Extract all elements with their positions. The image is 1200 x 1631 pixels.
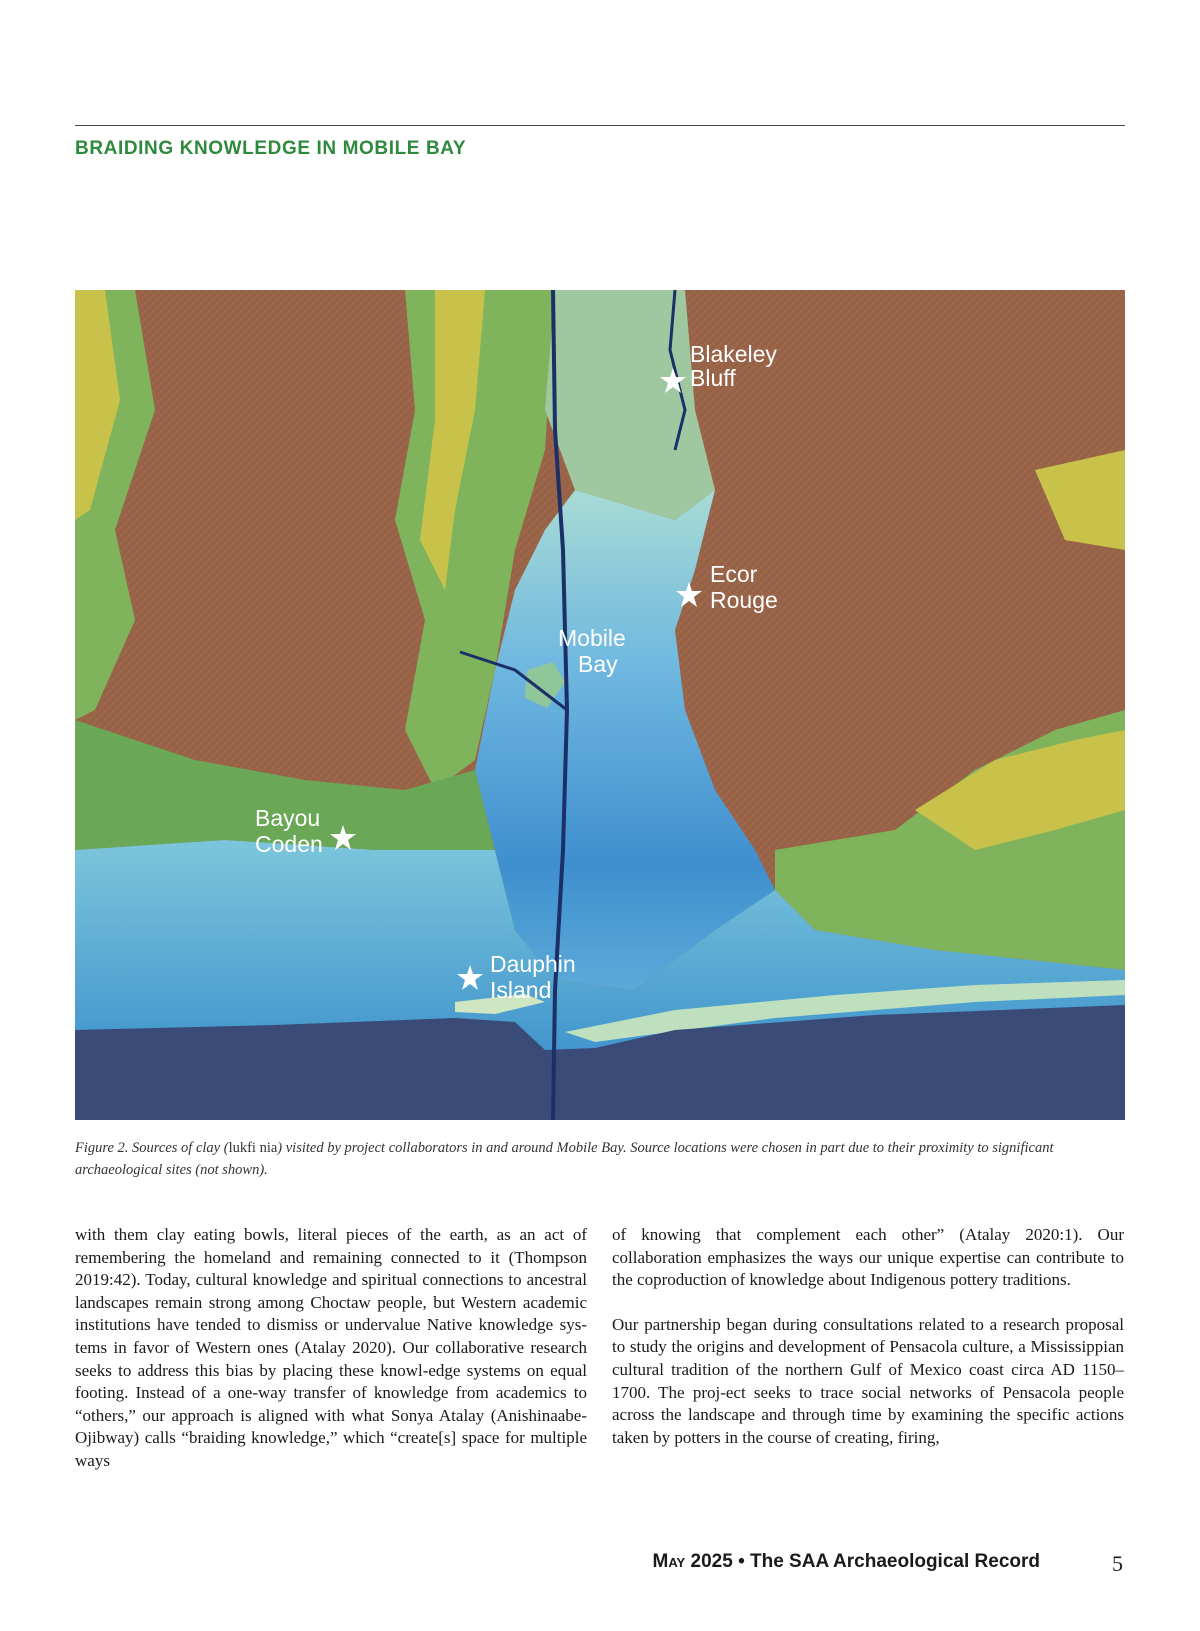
body-paragraph-left: with them clay eating bowls, literal pieces of the earth, as an act of remembering the homeland and remaining connected to it (Thompson 2019:42). Today, cultural knowledge and spiritual connections to ancestral landscapes remain strong among Choctaw people, but Western academic institutions have tended to dismiss or undervalue Native knowledge sys-tems in favor of Western ones (Atalay 2020). Our collaborative research seeks to address this bias by placing these knowl-edge systems on equal footing. Instead of a one-way transfer of knowledge from academics to “others,” our approach is aligned with what Sonya Atalay (Anishinaabe-Ojibway) calls “braiding knowledge,” which “create[s] space for multiple ways: [75, 1225, 587, 1470]
body-paragraph-right-2: Our partnership began during consultations related to a research proposal to study the origins and development of Pensacola culture, a Mississippian cultural tradition of the northern Gulf of Mexico coast circa AD 1150–1700. The proj-ect seeks to trace social networks of Pensacola people across the landscape and through time by examining the specific actions taken by potters in the course of creating, firing,: [612, 1314, 1124, 1447]
label-ecor-rouge-1: Ecor: [710, 561, 758, 587]
body-paragraph-right-1: of knowing that complement each other” (Atalay 2020:1). Our collaboration emphasizes the ways our unique expertise can contribute to the coproduction of knowledge about Indigenous pottery traditions.: [612, 1225, 1124, 1290]
caption-suffix: ) visited by project collaborators in and around Mobile Bay. Source locations were chosen in part due to their proximity to significant archaeological sites (not shown).: [75, 1140, 1054, 1178]
body-column-right: [612, 1224, 1124, 1471]
page-number: 5: [1112, 1551, 1123, 1576]
footer-journal-title: The SAA Archaeological Record: [750, 1551, 1040, 1572]
label-dauphin-island-2: Island: [490, 977, 552, 1003]
footer-bullet: •: [738, 1551, 745, 1572]
footer-month: May 2025: [652, 1551, 733, 1572]
label-blakeley-bluff-2: Bluff: [690, 365, 736, 391]
running-head: BRAIDING KNOWLEDGE IN MOBILE BAY: [75, 138, 467, 159]
caption-term: lukfi nia: [228, 1140, 278, 1156]
caption-prefix: Figure 2. Sources of clay (: [75, 1140, 229, 1156]
relief-map: [75, 290, 1125, 1120]
label-mobile-bay-2: Bay: [578, 651, 618, 677]
label-dauphin-island-1: Dauphin: [490, 951, 576, 977]
label-mobile-bay-1: Mobile: [558, 625, 626, 651]
header-rule: [75, 125, 1125, 126]
figure-caption: [75, 1137, 1125, 1181]
label-bayou-coden-1: Bayou: [255, 805, 321, 831]
label-blakeley-bluff-1: Blakeley: [690, 341, 777, 367]
label-bayou-coden-2: Coden: [255, 831, 323, 857]
footer-journal: [653, 1551, 1040, 1573]
label-ecor-rouge-2: Rouge: [710, 587, 778, 613]
figure-map: [75, 290, 1125, 1120]
body-column-left: [75, 1224, 587, 1495]
